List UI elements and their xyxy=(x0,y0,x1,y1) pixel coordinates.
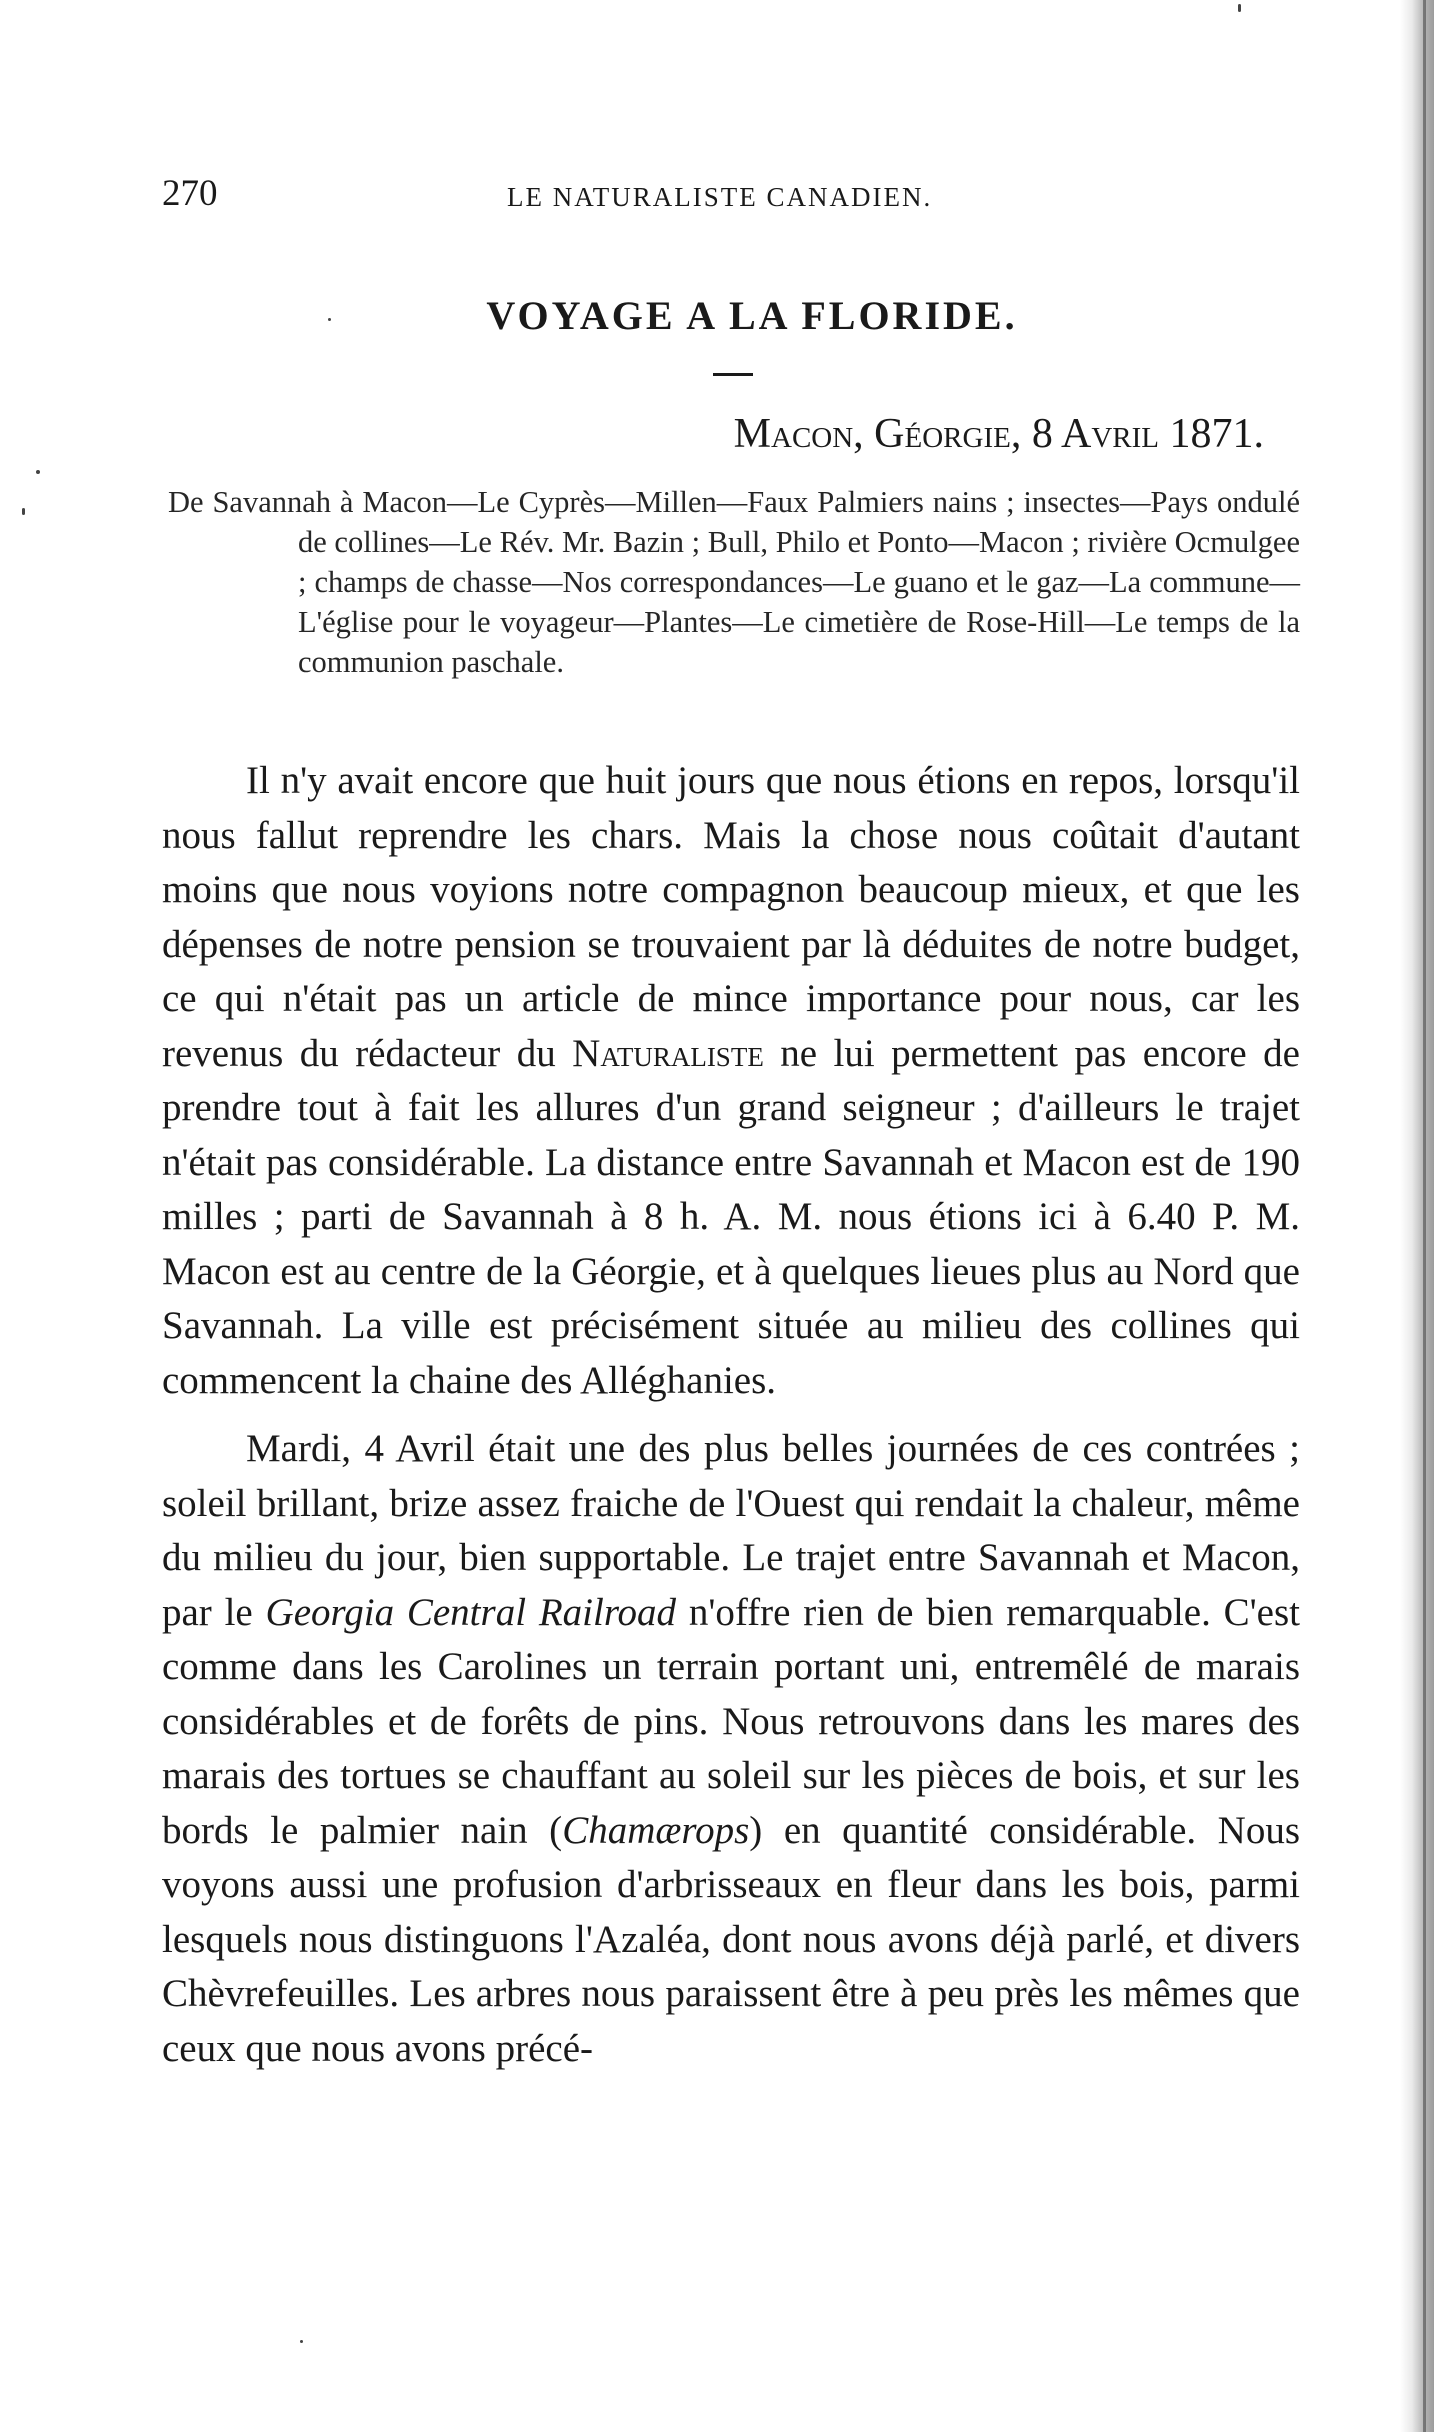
paragraph-2-text-a: Mardi, 4 Avril était une des plus belles journées de ces contrées ; soleil brillant, brize assez fraiche de l'Ouest qui rendait la chaleur, même du milieu du jour, bien supportable. Le trajet entre Savannah et Macon, par le xyxy=(162,1427,1300,1634)
page-edge-line xyxy=(1423,0,1426,2432)
plant-genus: Chamærops xyxy=(562,1808,750,1852)
paragraph-1-text-b: ne lui permettent pas encore de prendre tout à fait les allures d'un grand seigneur ; d'ailleurs le trajet n'était pas considérable. La distance entre Savannah et Macon est de 190 milles ; parti de Savannah à 8 h. A. M. nous étions ici à 6.40 P. M. Macon est au centre de la Géorgie, et à quelques lieues plus au Nord que Savannah. La ville est précisément située au milieu des collines qui commencent la chaine des Alléghanies. xyxy=(162,1031,1300,1402)
journal-name: Naturaliste xyxy=(572,1031,764,1075)
chapter-summary: De Savannah à Macon—Le Cyprès—Millen—Faux Palmiers nains ; insectes—Pays ondulé de collines—Le Rév. Mr. Bazin ; Bull, Philo et Ponto—Macon ; rivière Ocmulgee ; champs de chasse—Nos correspondances—Le guano et le gaz—La commune—L'église pour le voyageur—Plantes—Le cimetière de Rose-Hill—Le temps de la communion paschale. xyxy=(168,485,1300,679)
paragraph-1 xyxy=(162,754,1300,1408)
paragraph-2 xyxy=(162,1422,1300,2076)
scan-speck xyxy=(36,470,40,474)
scan-speck xyxy=(328,318,331,321)
page-number: 270 xyxy=(162,173,218,214)
article-title: VOYAGE A LA FLORIDE. xyxy=(486,293,1018,338)
paragraph-2-text-c: ) en quantité considérable. Nous voyons aussi une profusion d'arbrisseaux en fleur dans les bois, parmi lesquels nous distinguons l'Azaléa, dont nous avons déjà parlé, et divers Chèvrefeuilles. Les arbres nous paraissent être à peu près les mêmes que ceux que nous avons précé- xyxy=(162,1808,1301,2070)
scan-speck xyxy=(1238,4,1241,12)
title-rule xyxy=(713,373,753,376)
page-edge-shadow xyxy=(1400,0,1434,2432)
paragraph-2-text-b: n'offre rien de bien remarquable. C'est comme dans les Carolines un terrain portant uni, entremêlé de marais considérables et de forêts de pins. Nous retrouvons dans les mares des marais des tortues se chauffant au soleil sur les pièces de bois, et sur les bords le palmier nain ( xyxy=(162,1590,1300,1852)
running-title: LE NATURALISTE CANADIEN. xyxy=(507,182,933,212)
page-header xyxy=(162,172,1292,222)
scan-speck xyxy=(22,508,25,515)
paragraph-1-text-a: Il n'y avait encore que huit jours que nous étions en repos, lorsqu'il nous fallut reprendre les chars. Mais la chose nous coûtait d'autant moins que nous voyions notre compagnon beaucoup mieux, et que les dépenses de notre pension se trouvaient par là déduites de notre budget, ce qui n'était pas un article de mince importance pour nous, car les revenus du rédacteur du xyxy=(162,759,1300,1075)
dateline: Macon, Géorgie, 8 Avril 1871. xyxy=(733,411,1264,457)
railroad-name: Georgia Central Railroad xyxy=(265,1590,677,1634)
scan-speck xyxy=(300,2340,303,2343)
article-body xyxy=(162,754,1300,2090)
